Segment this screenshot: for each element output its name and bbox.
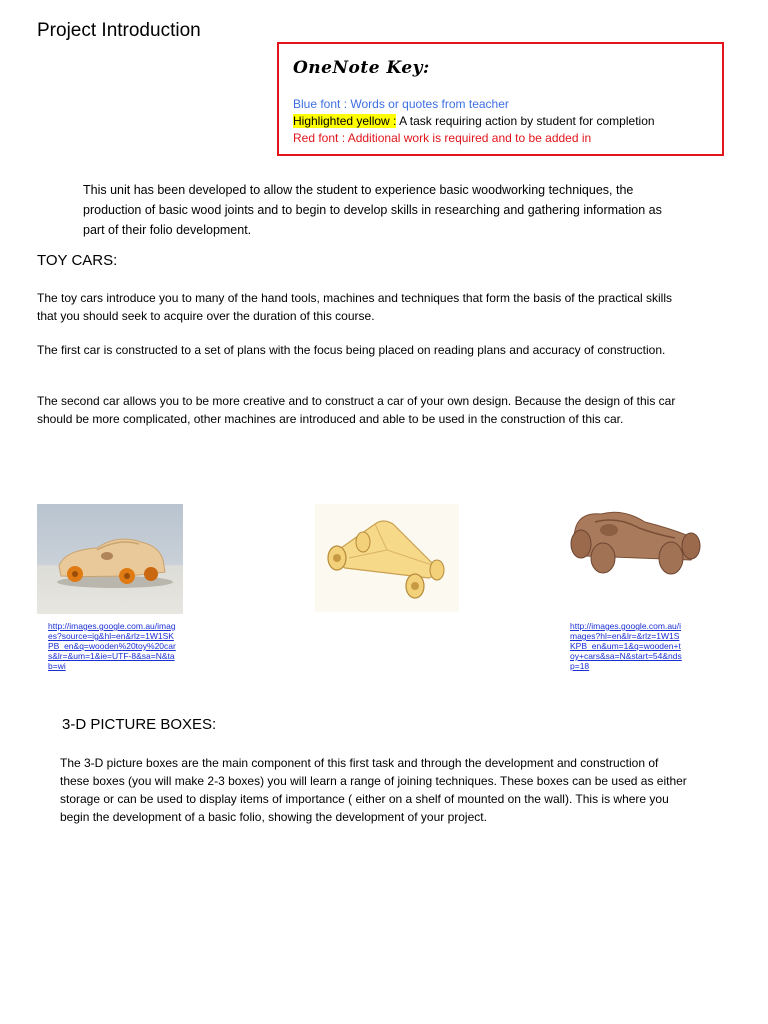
key-red-line	[293, 131, 591, 145]
toy-car-2-icon	[315, 504, 459, 612]
key-yellow-text: A task requiring action by student for completion	[399, 114, 655, 128]
image-source-link-1[interactable]: http://images.google.com.au/images?source=ig&hl=en&rlz=1W1SKPB_en&q=wooden%20toy%20cars&lr=&um=1&ie=UTF-8&sa=N&tab=wi	[48, 621, 176, 671]
toy-car-photo-1	[37, 504, 183, 614]
picture-boxes-heading: 3-D PICTURE BOXES:	[62, 716, 217, 733]
toy-car-drawing-2	[315, 504, 459, 612]
toy-cars-heading: TOY CARS:	[37, 252, 118, 269]
toy-cars-paragraph-2: The first car is constructed to a set of plans with the focus being placed on reading plans and accuracy of construction.	[37, 343, 666, 357]
key-blue-text: Words or quotes from teacher	[350, 97, 509, 111]
key-yellow-label: Highlighted yellow :	[293, 114, 397, 128]
key-yellow-line	[293, 114, 655, 128]
key-red-text: Additional work is required and to be added in	[347, 131, 592, 145]
toy-cars-paragraph-1: The toy cars introduce you to many of the hand tools, machines and techniques that form the basis of the practical skills that you should seek to acquire over the duration of this course.	[37, 291, 673, 323]
intro-paragraph: This unit has been developed to allow the student to experience basic woodworking techniques, the production of basic wood joints and to begin to develop skills in researching and gathering information as part of their folio development.	[83, 183, 662, 237]
toy-car-photo-3	[565, 500, 703, 588]
key-blue-label: Blue font :	[293, 97, 348, 111]
key-red-label: Red font :	[293, 131, 346, 145]
picture-boxes-paragraph: The 3-D picture boxes are the main component of this first task and through the development and construction of these boxes (you will make 2-3 boxes) you will learn a range of joining techniques. These boxes can be used as either storage or can be used to display items of importance ( either on a shelf of mounted on the wall). This is where you begin the development of a basic folio, showing the development of your project.	[60, 756, 687, 824]
page-title: Project Introduction	[37, 20, 201, 41]
toy-cars-paragraph-3: The second car allows you to be more creative and to construct a car of your own design. Because the design of this car should be more complicated, other machines are introduced and able to be used in the construction of this car.	[37, 394, 676, 426]
image-source-link-2[interactable]: http://images.google.com.au/images?hl=en&lr=&rlz=1W1SKPB_en&um=1&q=wooden+toy+cars&sa=N&start=54&ndsp=18	[570, 621, 682, 671]
onenote-key-box	[277, 42, 724, 156]
toy-car-1-icon	[37, 504, 183, 614]
key-blue-line	[293, 97, 509, 111]
key-title: OneNote Key:	[293, 58, 430, 78]
toy-car-3-icon	[565, 500, 703, 588]
